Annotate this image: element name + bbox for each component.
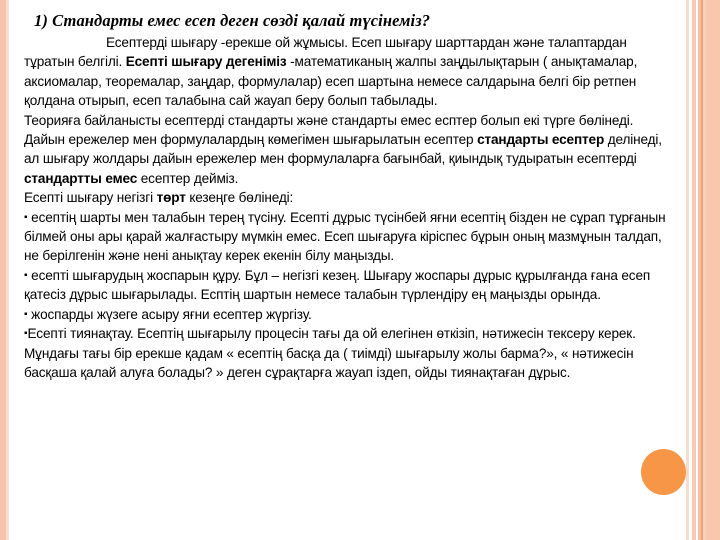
orange-circle-decoration — [641, 449, 686, 495]
slide-title: 1) Стандарты емес есеп деген сөзді қалай түсінеміз? — [34, 11, 431, 30]
emphasis-text-run: стандартты емес — [24, 170, 138, 186]
emphasis-text-run: стандарты есептер — [477, 132, 605, 148]
body-paragraph — [24, 33, 668, 111]
left-border-stripe-inner — [6, 0, 9, 540]
bullet-marker-icon: ▪ — [24, 211, 28, 223]
text-run: делінеді, ал шығару жолдары дайын ережелер мен формулаларға бағынбай, қиындық тудыратын есептерді — [24, 132, 662, 167]
emphasis-text-run: төрт — [156, 190, 186, 206]
text-run: Теорияға байланысты есептерді стандарты және стандарты емес есптер болып екі түрге бөлінеді. Дайын ережелер мен формулалардың көмегімен шығарылатын есептер — [24, 112, 634, 148]
text-run: есепті шығарудың жоспарын құру. Бұл – негізгі кезең. Шығару жоспары дұрыс құрылғанда ғана есеп қатесіз дұрыс шығарылады. Есптің шартын немесе талабын түрлендіру ең маңызды орында. — [24, 267, 651, 303]
text-run: жоспарды жүзеге асыру яғни есептер жүргізу. — [27, 306, 312, 322]
bullet-paragraph — [24, 324, 668, 382]
text-run: кезеңге бөлінеді: — [185, 190, 294, 206]
slide-content — [24, 10, 668, 382]
bullet-paragraph — [24, 305, 668, 324]
bullet-marker-icon: ▪ — [24, 269, 28, 281]
text-run: Есепті тиянақтау. Есептің шығарылу процесін тағы да ой елегінен өткізіп, нәтижесін тексеру керек. Мұндағы тағы бір ерекше қадам « есептің басқа да ( тиімді) шығарылу жолы барма?», « нәтижесін басқаша қалай алуға болады? » деген сұрақтарға жауап іздеп, ойды тиянақтаған дұрыс. — [24, 326, 636, 380]
text-run: Есепті шығару негізгі — [24, 190, 157, 206]
body-paragraph — [24, 111, 668, 189]
bullet-paragraph — [24, 266, 668, 305]
right-border-stripe-outer — [706, 0, 720, 540]
text-run: -математиканың жалпы заңдылықтарын ( анықтамалар, аксиомалар, теоремалар, заңдар, формулалар) есеп шартына немесе салдарына белгі бір ретпен қолдана отырып, есеп талабына сай жауап беру болып табылады. — [24, 54, 638, 109]
bullet-marker-icon: ▪ — [24, 328, 28, 340]
bullet-paragraph — [24, 208, 668, 266]
body-paragraph — [24, 188, 668, 207]
slide-body-text — [24, 33, 668, 382]
emphasis-text-run: Есепті шығару дегеніміз — [125, 54, 287, 70]
text-run: есептер дейміз. — [137, 170, 239, 186]
text-run: Есептерді шығару -ерекше ой жұмысы. Есеп шығару шарттардан және талаптардан тұратын белгілі. — [24, 35, 627, 70]
text-run: есептің шарты мен талабын терең түсіну. Есепті дұрыс түсінбей яғни есептің бізден не сұрап тұрғанын білмей оны ары қарай жалғастыру мүмкін емес. Есеп шығаруға кіріспес бұрын оның мазмұнын талдап, не берілгенін және нені анықтау керек екенін білу маңызды. — [24, 209, 666, 264]
bullet-marker-icon: ▪ — [24, 308, 28, 320]
